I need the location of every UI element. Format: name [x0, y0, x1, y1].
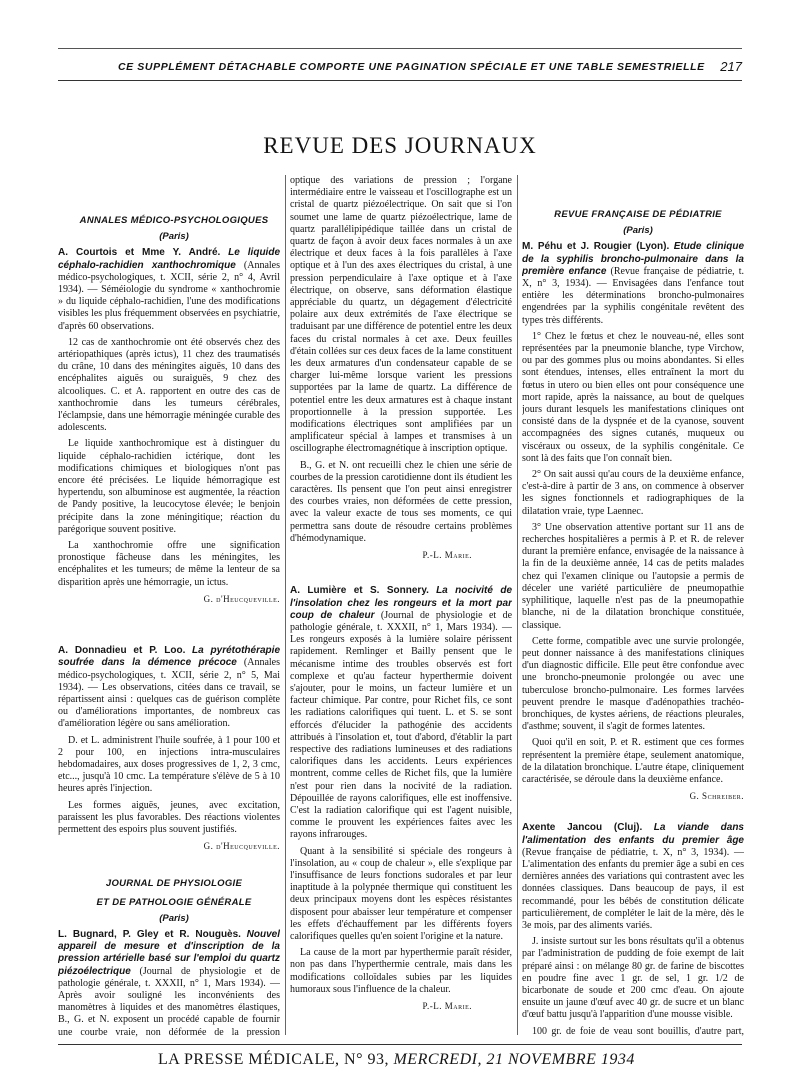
article-text — [290, 585, 512, 841]
section-title: ANNALES MÉDICO-PSYCHOLOGIQUES — [79, 215, 269, 226]
article-paragraph: 3° Une observation attentive portant sur 11 ans de recherches hospitalières a permis à P. et R. de relever durant la première enfance, envisagée de la naissance à la fin de la deuxième année, 14 cas de petits malades chez qui l'examen clinique ou l'autopsie a permis de déceler une variété particulière de pneumopathie syphilitique, laquelle n'est pas de la pneumopathie blanche, ni de la dilatation bronchique constituée, classique. — [522, 521, 744, 631]
page-number: 217 — [720, 59, 742, 74]
article-authors: A. Donnadieu et P. Loo. — [58, 645, 186, 657]
footer-text — [158, 1051, 635, 1069]
article-paragraph: Le liquide xanthochromique est à distinguer du liquide céphalo-rachidien ictérique, dont les modifications chimiques et biologiques n'ont pas encore été précisées. Le liquide hémorragique est hypertendu, son albuminose est augmentée, la réaction de Pandy positive, la leucocytose élevée; le benjoin précipite dans la zone méningitique; réaction du parégorique souvent positive. — [58, 438, 280, 535]
article-paragraph: Quant à la sensibilité si spéciale des rongeurs à l'insolation, au « coup de chaleur », elle s'explique par l'insuffisance de leurs fonctions sudorales et par leur inaptitude à la polypnée thermique qui constituent les deux principaux moyens dont les espèces résistantes disposent pour abaisser leur température et compenser les effets d'échauffement par les différents foyers calorifiques quelles qu'en soient l'origine et la nature. — [290, 845, 512, 942]
article-signature: P.-L. Marie. — [422, 1001, 472, 1011]
section-city: (Paris) — [623, 225, 653, 237]
article-paragraph: J. insiste surtout sur les bons résultats qu'il a obtenus par l'administration de pudding de foie exempt de lait préparé ainsi : on mélange 80 gr. de farine de biscottes en poudre fine avec 1 gr. de sel, 1 gr. 1/2 de bicarbonate de soude et 200 cmc d'eau. On ajoute ensuite un jaune d'œuf avec 40 gr. de sucre et un blanc d'œuf battu jusqu'à l'apparition d'une mousse visible. — [522, 936, 744, 1021]
article-text — [522, 241, 744, 326]
article-authors: A. Courtois et Mme Y. André. — [58, 247, 221, 259]
page-footer — [58, 1044, 742, 1075]
column-middle — [290, 175, 512, 1037]
article-authors: M. Péhu et J. Rougier (Lyon). — [522, 241, 670, 253]
column-right — [522, 175, 744, 1037]
article-paragraph: optique des variations de pression ; l'organe intermédiaire entre le vaisseau et l'oscillographe est un cristal de quartz piézoélectrique. On sait que si l'on soumet une lame de quartz piézoélectrique, lame de quartz parallélipipédique taillée dans un cristal de quartz de façon à avoir deux faces normales à un axe électrique et deux faces à la fois parallèles à l'axe optique et à l'un des axes électriques du cristal, à une pression perpendiculaire à l'axe optique et à l'axe électrique, on observe, sans déformation élastique appréciable du quartz, un dégagement d'électricité polaire aux deux extrémités de l'axe électrique se traduisant par une différence de potentiel entre les deux faces du cristal normales à cet axe. Deux feuilles d'étain collées sur ces deux faces de la lame constituent les deux armatures d'un condensateur capable de se charger lui-même lorsque varient les pressions supportées par la lame de quartz. La différence de potentiel entre les deux armatures est à chaque instant proportionnelle à la pression supportée. Les modifications électriques sont amplifiées par un amplificateur spécial à lampes et transmises à un oscillographe électromagnétique à inscription optique. — [290, 175, 512, 455]
article-paragraph: (Annales médico-psychologiques, t. XCII, série 2, n° 4, Avril 1934). — Séméiologie du syndrome « xanthochromie » du liquide céphalo-rachidien, l'une des modifications visibles les plus fréquemment observées en psychiatrie, d'après 60 observations. — [58, 259, 280, 332]
article-paragraph: (Revue française de pédiatrie, t. X, n° 3, 1934). — L'alimentation des enfants du premier âge a subi en ces dernières années des variations qui contrastent avec les données classiques. Dans beaucoup de pays, il est recommandé, pour les bébés de constitution délicate particulièrement, de compléter le lait de la mère, dès le 3e mois, par des aliments variés. — [522, 846, 744, 931]
article-paragraph: Les formes aiguës, jeunes, avec excitation, paraissent les plus favorables. Des réactions violentes permettent des espoirs plus souvent justifiés. — [58, 799, 280, 835]
article-authors: A. Lumière et S. Sonnery. — [290, 585, 429, 597]
article-paragraph: (Journal de physiologie et de pathologie générale, t. XXXII, n° 1, Mars 1934). — Après avoir souligné les inconvénients des manomètres à liquides et des manomètres élastiques, B., G. et N. exposent un procédé capable de fournir une courbe vraie, non déformée de la pression — [58, 965, 280, 1037]
article-title: La pyrétothérapie soufrée dans la démence précoce — [58, 645, 280, 669]
article-paragraph: 2° On sait aussi qu'au cours de la deuxième enfance, c'est-à-dire à partir de 3 ans, on commence à observer les signes fonctionnels et radiographiques de la dilatation vraie, type Laennec. — [522, 469, 744, 517]
page-header — [58, 57, 742, 79]
section-title: REVUE FRANÇAISE DE PÉDIATRIE — [554, 209, 722, 220]
article-title: Etude clinique de la syphilis broncho-pulmonaire dans la première enfance — [522, 241, 744, 277]
section-city: (Paris) — [159, 912, 189, 924]
article-paragraph: 12 cas de xanthochromie ont été observés chez des artériopathiques (après ictus), 11 chez des traumatisés du crâne, 10 dans des méningites aiguës, 10 dans des encéphalites aiguës ou suraiguës, 9 chez des alcooliques. C. et A. rapportent en outre des cas de xanthochromie dans les tumeurs cérébrales, l'éclampsie, dans une hémorragie méningée curable des adolescents. — [58, 336, 280, 434]
supplement-notice: CE SUPPLÉMENT DÉTACHABLE COMPORTE UNE PAGINATION SPÉCIALE ET UNE TABLE SEMESTRIELLE — [118, 61, 705, 73]
article-paragraph: (Revue française de pédiatrie, t. X, n° 3, 1934). — Envisagées dans l'enfance tout entière les déterminations broncho-pulmonaires engendrées par la syphilis congénitale revêtent des types très différents. — [522, 265, 744, 326]
article-paragraph: 1° Chez le fœtus et chez le nouveau-né, elles sont représentées par la pneumonie blanche, type Virchow, ou par des gommes plus ou moins abondantes. Si elles sont étendues, intenses, elles entraînent la mort du fœtus in utero ou bien elles ont pour conséquence une mort rapide, après la naissance, au bout de quelques jours durant lesquels les manifestations cliniques ont consisté dans de la dyspnée et de la cyanose, souvent accompagnées des signes cutanés, muqueux ou viscéraux ou osseux, de la syphilis congénitale. Ce sont là des faits que l'on connaît bien. — [522, 330, 744, 464]
article-authors: L. Bugnard, P. Gley et R. Nouguès. — [58, 928, 241, 940]
journal-issue: LA PRESSE MÉDICALE, N° 93, — [158, 1051, 389, 1068]
article-paragraph: (Journal de physiologie et de pathologie générale, t. XXXII, n° 1, Mars 1934). — Les rongeurs exposés à la lumière solaire périssent rapidement. Remlinger et Bailly pensent que le mécanisme intime des troubles observés est fort complexe et qu'au facteur hyperthermie doivent s'ajouter, pour le moins, un facteur lumière et un facteur chimique. Par contre, pour Richet fils, ce sont les radiations calorifiques qui tuent. L. et S. se sont efforcés d'élucider la pathogénie des accidents attribués à l'insolation et, tout d'abord, d'établir la part respective des radiations lumineuses et des radiations calorifiques dans les accidents. Leurs expériences montrent, comme celles de Richet fils, que la lumière n'est pour rien dans la nocivité de la radiation. Dépouillée de rayons calorifiques, elle est inoffensive. C'est la radiation calorifique qui est l'agent nuisible, comme le prouvent les expériences faites avec les rayons infrarouges. — [290, 609, 512, 841]
article-title: Nouvel appareil de mesure et d'inscription de la pression artérielle basé sur l'emploi du quartz piézoélectrique — [58, 928, 280, 977]
article-signature: G. Schreiber. — [689, 791, 744, 802]
section-title-line2: ET DE PATHOLOGIE GÉNÉRALE — [96, 896, 252, 908]
article-text — [58, 247, 280, 332]
article-authors: Axente Jancou (Cluj). — [522, 822, 643, 834]
column-left — [58, 175, 280, 1037]
column-divider — [285, 175, 286, 1035]
section-city: (Paris) — [159, 231, 189, 243]
article-text — [58, 929, 280, 1037]
article-paragraph: La cause de la mort par hyperthermie paraît résider, non pas dans l'hyperthermie centrale, mais dans les modifications colloïdales subies par les liquides humoraux sous l'influence de la chaleur. — [290, 947, 512, 995]
article-title: La nocivité de l'insolation chez les rongeurs et la mort par coup de chaleur — [290, 585, 512, 621]
article-paragraph: 100 gr. de foie de veau sont bouillis, d'autre part, — [532, 1025, 744, 1037]
issue-date: MERCREDI, 21 NOVEMBRE 1934 — [393, 1051, 635, 1068]
page-title: REVUE DES JOURNAUX — [263, 133, 537, 159]
article-signature: G. d'Heucqueville. — [203, 593, 280, 604]
header-rule — [58, 80, 742, 81]
article-paragraph: La xanthochromie offre une signification pronostique fâcheuse dans les méningites, les encéphalites et les tumeurs; de même la lenteur de sa disparition après une hémorragie, un ictus. — [58, 540, 280, 588]
article-signature: G. d'Heucqueville. — [203, 841, 280, 852]
top-border — [58, 48, 742, 49]
article-paragraph: Cette forme, compatible avec une survie prolongée, peut donner naissance à des manifestations cliniques d'un diagnostic difficile. Elle peut être confondue avec une broncho-pneumonie prolongée ou avec une tuberculose broncho-pulmonaire. Les formes larvées peuvent prendre le masque d'adénopathies trachéo-bronchiques, de kystes aériens, de réactions pleurales, d'asthme; souvent, il s'agit de formes latentes. — [522, 635, 744, 733]
article-text — [58, 645, 280, 730]
article-text — [522, 822, 744, 932]
article-signature: P.-L. Marie. — [422, 550, 472, 561]
article-paragraph: (Annales médico-psychologiques, t. XCII, série 2, n° 5, Mai 1934). — Les observations, citées dans ce travail, se répartissent ainsi : quelques cas de guérison complète ou d'améliorations importantes, de nombreux cas d'amélioration légère ou sans amélioration. — [58, 657, 280, 730]
article-paragraph: D. et L. administrent l'huile soufrée, à 1 pour 100 et 2 pour 100, en injections intra-musculaires hebdomadaires, aux doses progressives de 1, 2, 3 cmc, etc..., jusqu'à 10 cmc. La température s'élève de 5 à 10 heures après l'injection. — [58, 734, 280, 795]
article-paragraph: Quoi qu'il en soit, P. et R. estiment que ces formes représentent la première étape, seulement anatomique, de la dilatation bronchique. L'autre étape, cliniquement caractérisée, se déroule dans la deuxième enfance. — [522, 737, 744, 785]
article-title: La viande dans l'alimentation des enfants du premier âge — [522, 822, 744, 846]
article-title: Le liquide céphalo-rachidien xanthochromique — [58, 247, 280, 271]
section-title: JOURNAL DE PHYSIOLOGIE — [105, 878, 243, 890]
column-divider — [517, 175, 518, 1035]
article-paragraph: B., G. et N. ont recueilli chez le chien une série de courbes de la pression carotidienne dont ils étudient les caractères. Ils pensent que l'on peut ainsi enregistrer des courbes vraies, non déformées de cette pression, avec la valeur exacte de tous ses moments, ce qui permettra sans doute de résoudre certains problèmes d'hémodynamique. — [290, 459, 512, 544]
